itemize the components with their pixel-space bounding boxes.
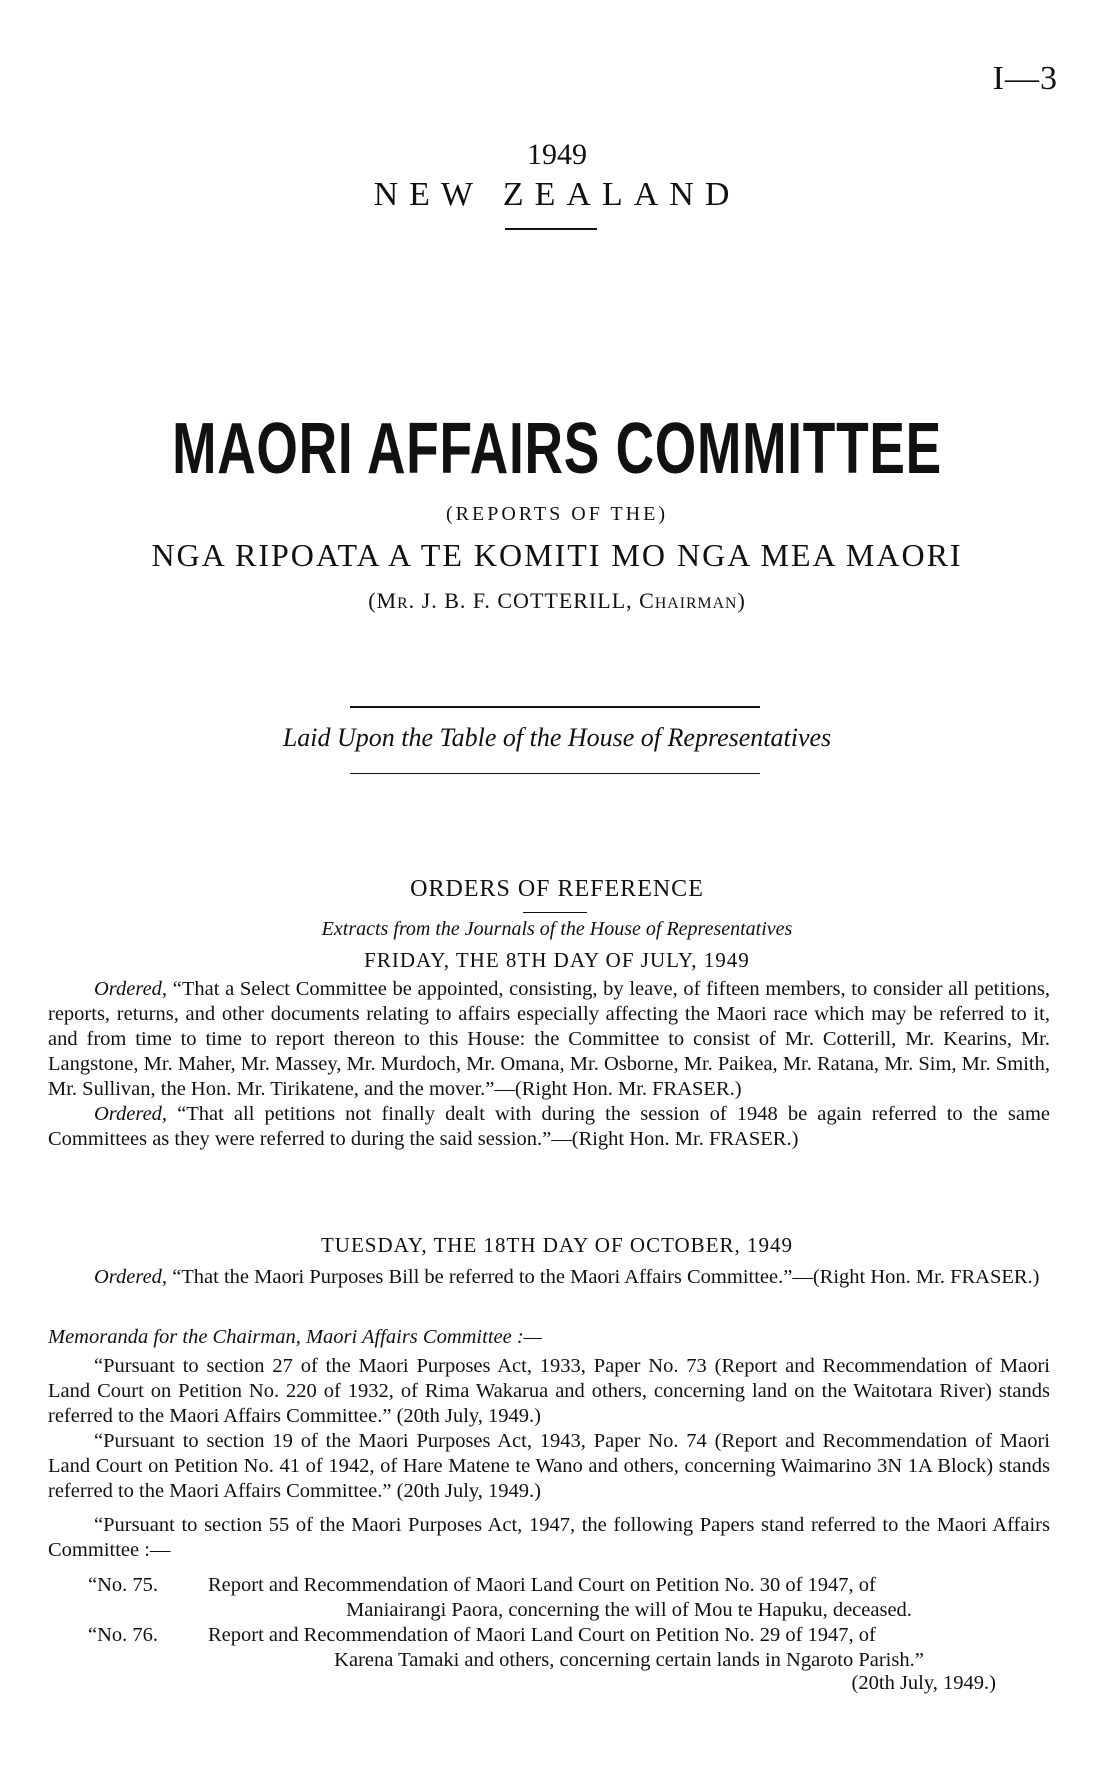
maori-title: NGA RIPOATA A TE KOMITI MO NGA MEA MAORI — [151, 537, 963, 573]
extracts-line: Extracts from the Journals of the House of Representatives — [321, 918, 793, 940]
page-number: I—3 — [992, 60, 1058, 97]
country-heading: NEW ZEALAND — [373, 176, 741, 213]
final-date: (20th July, 1949.) — [851, 1672, 996, 1694]
orders-section — [48, 977, 1050, 1152]
order-paragraph: Ordered, “That a Select Committee be appointed, consisting, by leave, of fifteen members, to consider all petitions, reports, returns, and other documents relating to affairs especially affecting the Maori race which may be referred to it, and from time to time to report thereon to this House: the Committee to consist of Mr. Cotterill, Mr. Kearins, Mr. Langstone, Mr. Maher, Mr. Massey, Mr. Murdoch, Mr. Omana, Mr. Osborne, Mr. Paikea, Mr. Ratana, Mr. Sim, Mr. Smith, Mr. Sullivan, the Hon. Mr. Tirikatene, and the mover.”—(Right Hon. Mr. FRASER.) — [48, 978, 1051, 1100]
year: 1949 — [527, 138, 587, 171]
laid-upon-line: Laid Upon the Table of the House of Representatives — [282, 723, 832, 752]
date-heading: FRIDAY, THE 8TH DAY OF JULY, 1949 — [364, 948, 750, 972]
divider — [350, 773, 760, 774]
orders-section — [48, 1265, 1050, 1290]
list-item: “No. 76. Report and Recommendation of Maori Land Court on Petition No. 29 of 1947, of Karena Tamaki and others, concerning certain lands in Ngaroto Parish.” — [88, 1624, 924, 1671]
memo-section — [48, 1513, 1050, 1563]
order-paragraph: Ordered, “That all petitions not finally dealt with during the session of 1948 be again referred to the same Committees as they were referred to during the said session.”—(Right Hon. Mr. FRASER.) — [48, 1103, 1050, 1150]
divider — [350, 706, 760, 708]
memo-heading: Memoranda for the Chairman, Maori Affairs Committee :— — [48, 1326, 542, 1348]
divider — [505, 228, 597, 230]
memo-section — [48, 1354, 1050, 1504]
orders-heading: ORDERS OF REFERENCE — [410, 876, 704, 902]
memo-paragraph: “Pursuant to section 55 of the Maori Purposes Act, 1947, the following Papers stand referred to the Maori Affairs Committee :— — [48, 1514, 1050, 1561]
divider — [523, 912, 587, 913]
document-title: MAORI AFFAIRS COMMITTEE — [172, 409, 942, 489]
order-paragraph: Ordered, “That the Maori Purposes Bill be referred to the Maori Affairs Committee.”—(Right Hon. Mr. FRASER.) — [94, 1266, 1040, 1288]
papers-list — [88, 1573, 1050, 1673]
memo-paragraph: “Pursuant to section 19 of the Maori Purposes Act, 1943, Paper No. 74 (Report and Recommendation of Maori Land Court on Petition No. 41 of 1942, of Hare Matene te Wano and others, concerning Waimarino 3N 1A Block) stands referred to the Maori Affairs Committee.” (20th July, 1949.) — [48, 1430, 1050, 1502]
document-subtitle: (REPORTS OF THE) — [445, 503, 668, 525]
date-heading: TUESDAY, THE 18TH DAY OF OCTOBER, 1949 — [320, 1233, 794, 1257]
list-item: “No. 75. Report and Recommendation of Maori Land Court on Petition No. 30 of 1947, of Maniairangi Paora, concerning the will of Mou te Hapuku, deceased. — [88, 1574, 912, 1621]
memo-paragraph: “Pursuant to section 27 of the Maori Purposes Act, 1933, Paper No. 73 (Report and Recommendation of Maori Land Court on Petition No. 220 of 1932, of Rima Wakarua and others, concerning land on the Waitotara River) stands referred to the Maori Affairs Committee.” (20th July, 1949.) — [48, 1355, 1050, 1427]
chairman-line: (MR. J. B. F. COTTERILL, CHAIRMAN) — [368, 588, 746, 613]
